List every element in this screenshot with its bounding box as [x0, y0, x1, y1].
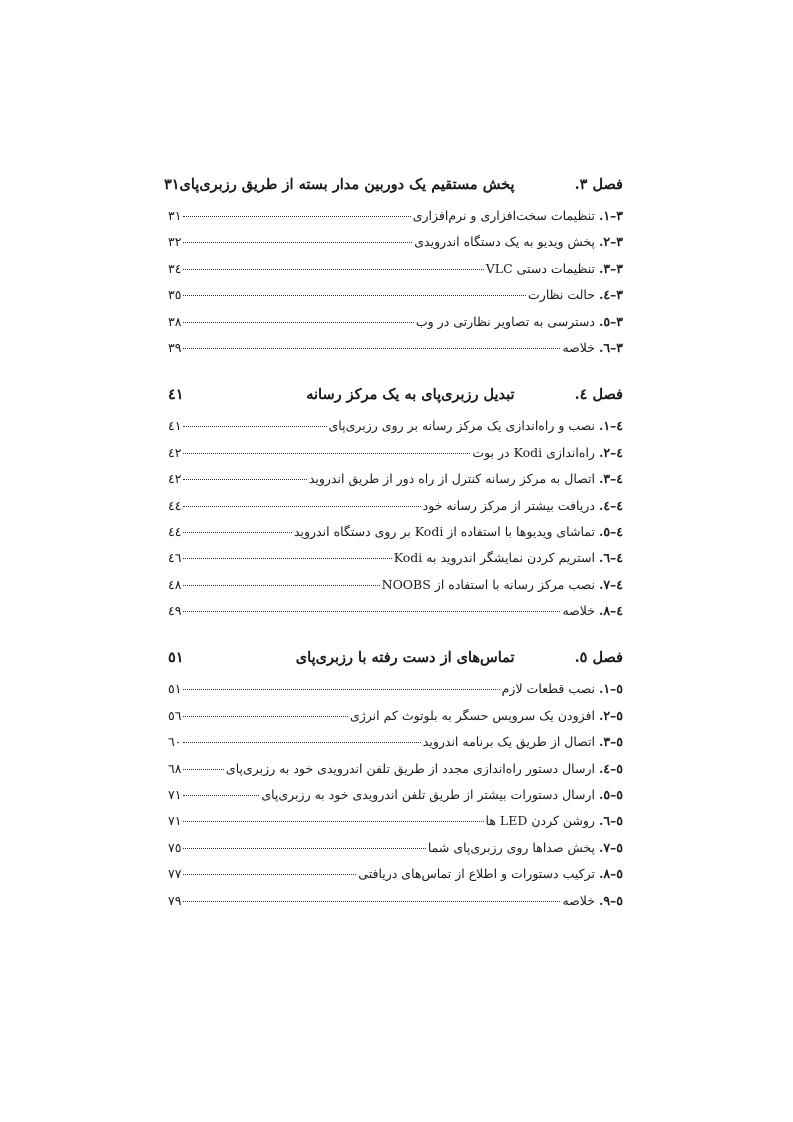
chapter-5	[168, 649, 623, 919]
dot-leader	[183, 295, 526, 296]
section-title: اتصال از طریق یک برنامه اندروید	[422, 734, 595, 750]
chapter-title-group	[180, 176, 623, 193]
chapter-heading	[163, 176, 623, 202]
section-number: ٥–۹.	[598, 892, 623, 908]
section-page-number: ٤۲	[168, 471, 182, 487]
toc-entry[interactable]	[168, 734, 623, 760]
section-number: ۳–۱.	[598, 208, 623, 223]
section-page-number: ۳۱	[168, 208, 182, 223]
section-number: ٥–۲.	[598, 707, 623, 723]
section-number: ٥–۸.	[598, 866, 623, 882]
section-number: ٥–۷.	[598, 839, 623, 855]
section-title: نصب مرکز رسانه با استفاده از NOOBS	[381, 576, 595, 592]
section-number: ٥–٤.	[598, 760, 623, 776]
dot-leader	[183, 585, 379, 586]
toc-entry[interactable]	[168, 550, 623, 576]
section-page-number: ۷۱	[168, 787, 182, 803]
dot-leader	[183, 216, 410, 217]
section-title: پخش صداها روی رزبری‌پای شما	[427, 839, 595, 855]
section-title: تنظیمات سخت‌افزاری و نرم‌افزاری	[412, 208, 595, 223]
section-number: ٤–۷.	[598, 576, 623, 592]
section-number: ۳–٦.	[598, 339, 623, 355]
toc-entry[interactable]	[168, 471, 623, 497]
section-title: حالت نظارت	[528, 287, 595, 303]
chapter-title-group	[306, 386, 623, 403]
section-number: ٥–٦.	[598, 813, 623, 829]
dot-leader	[183, 506, 420, 507]
section-page-number: ٤٦	[168, 550, 182, 566]
section-number: ٤–۸.	[598, 603, 623, 619]
toc-entry[interactable]	[168, 314, 623, 340]
section-title: راه‌اندازی Kodi در بوت	[472, 444, 595, 460]
section-title: روشن کردن LED ها	[485, 813, 595, 829]
chapter-title: تبدیل رزبری‌پای به یک مرکز رسانه	[306, 386, 515, 404]
toc-entry[interactable]	[168, 445, 623, 471]
chapter-number: فصل ٥.	[574, 649, 623, 667]
chapter-heading	[168, 649, 623, 675]
section-page-number: ٥۱	[168, 681, 182, 697]
section-page-number: ٤٤	[168, 497, 182, 513]
toc-entry[interactable]	[168, 787, 623, 813]
section-title: خلاصه	[562, 339, 595, 355]
section-title: ترکیب دستورات و اطلاع از تماس‌های دریافتی	[358, 866, 595, 882]
section-title: تماشای ویدیوها با استفاده از Kodi بر روی دستگاه اندروید	[293, 523, 595, 539]
dot-leader	[183, 322, 413, 323]
section-page-number: ۷۷	[168, 866, 182, 882]
chapter-page-number: ٥۱	[168, 649, 184, 667]
section-number: ٤–۲.	[598, 444, 623, 460]
section-number: ٤–۳.	[598, 471, 623, 487]
section-title: خلاصه	[562, 892, 595, 908]
section-page-number: ۳۹	[168, 339, 182, 355]
dot-leader	[183, 689, 499, 690]
section-title: ارسال دستورات بیشتر از طریق تلفن اندرویدی خود به رزبری‌پای	[261, 787, 595, 803]
section-number: ٤–۱.	[598, 418, 623, 434]
chapter-number: فصل ۳.	[574, 176, 623, 193]
dot-leader	[183, 848, 425, 849]
section-page-number: ۷۱	[168, 813, 182, 829]
section-number: ٤–٥.	[598, 523, 623, 539]
section-page-number: ٦۸	[168, 760, 182, 776]
section-page-number: ٤۸	[168, 576, 182, 592]
chapter-title-group	[296, 649, 623, 666]
dot-leader	[183, 742, 420, 743]
section-number: ٤–٤.	[598, 497, 623, 513]
section-title: اتصال به مرکز رسانه کنترل از راه دور از طریق اندروید	[308, 471, 595, 487]
section-page-number: ۳٤	[168, 260, 182, 276]
section-title: تنظیمات دستی VLC	[485, 260, 595, 276]
dot-leader	[183, 426, 326, 427]
section-page-number: ٥٦	[168, 707, 182, 723]
chapter-page-number: ۳۱	[163, 176, 180, 193]
dot-leader	[183, 532, 292, 533]
toc-entry[interactable]	[168, 340, 623, 366]
chapter-4	[168, 386, 623, 629]
toc-entry[interactable]	[168, 261, 623, 287]
toc-entry[interactable]	[168, 761, 623, 787]
section-number: ۳–۲.	[598, 234, 623, 250]
section-number: ٥–٥.	[598, 787, 623, 803]
toc-entry[interactable]	[168, 681, 623, 707]
chapter-3	[163, 176, 623, 366]
section-page-number: ۳۸	[168, 313, 182, 329]
toc-entry[interactable]	[168, 234, 623, 260]
section-title: دسترسی به تصاویر نظارتی در وب	[415, 313, 595, 329]
section-title: ارسال دستور راه‌اندازی مجدد از طریق تلفن اندرویدی خود به رزبری‌پای	[225, 760, 595, 776]
toc-entry[interactable]	[168, 708, 623, 734]
section-page-number: ٦۰	[168, 734, 182, 750]
dot-leader	[183, 479, 306, 480]
section-page-number: ۷٥	[168, 839, 182, 855]
toc-entry[interactable]	[168, 577, 623, 603]
dot-leader	[183, 558, 391, 559]
chapter-number: فصل ٤.	[574, 386, 623, 404]
section-number: ۳–۳.	[598, 260, 623, 276]
section-title: خلاصه	[562, 603, 595, 619]
section-number: ۳–٤.	[598, 287, 623, 303]
toc-entry[interactable]	[168, 498, 623, 524]
section-page-number: ۳۲	[168, 234, 182, 250]
dot-leader	[183, 453, 470, 454]
section-page-number: ٤۹	[168, 603, 182, 619]
dot-leader	[183, 242, 412, 243]
chapter-heading	[168, 386, 623, 412]
toc-entry[interactable]	[168, 893, 623, 919]
toc-entry[interactable]	[168, 813, 623, 839]
section-title: پخش ویدیو به یک دستگاه اندرویدی	[414, 234, 595, 250]
toc-entry[interactable]	[168, 840, 623, 866]
section-number: ٤–٦.	[598, 550, 623, 566]
chapter-page-number: ٤۱	[168, 386, 184, 404]
toc-entry[interactable]	[168, 524, 623, 550]
section-page-number: ٤۱	[168, 418, 182, 434]
dot-leader	[183, 821, 483, 822]
dot-leader	[183, 795, 259, 796]
dot-leader	[183, 348, 560, 349]
toc-entry[interactable]	[168, 866, 623, 892]
section-title: افزودن یک سرویس حسگر به بلوتوث کم انرژی	[349, 707, 595, 723]
section-title: نصب قطعات لازم	[501, 681, 595, 697]
toc-entry[interactable]	[168, 287, 623, 313]
dot-leader	[183, 611, 560, 612]
dot-leader	[183, 716, 348, 717]
section-title: دریافت بیشتر از مرکز رسانه خود	[422, 497, 595, 513]
section-number: ٥–۳.	[598, 734, 623, 750]
section-title: نصب و راه‌اندازی یک مرکز رسانه بر روی رزبری‌پای	[328, 418, 595, 434]
section-number: ۳–٥.	[598, 313, 623, 329]
table-of-contents	[163, 176, 623, 939]
section-page-number: ٤٤	[168, 523, 182, 539]
section-number: ٥–۱.	[598, 681, 623, 697]
toc-entry[interactable]	[168, 603, 623, 629]
chapter-title: تماس‌های از دست رفته با رزبری‌پای	[295, 649, 515, 667]
chapter-title: پخش مستقیم یک دوربین مدار بسته از طریق رزبری‌پای	[179, 176, 515, 193]
toc-entry[interactable]	[168, 418, 623, 444]
dot-leader	[183, 901, 560, 902]
section-page-number: ٤۲	[168, 444, 182, 460]
section-page-number: ۳٥	[168, 287, 182, 303]
section-page-number: ۷۹	[168, 892, 182, 908]
dot-leader	[183, 769, 223, 770]
dot-leader	[183, 269, 483, 270]
dot-leader	[183, 874, 356, 875]
section-title: استریم کردن نمایشگر اندروید به Kodi	[393, 550, 595, 566]
toc-entry[interactable]	[168, 208, 623, 234]
